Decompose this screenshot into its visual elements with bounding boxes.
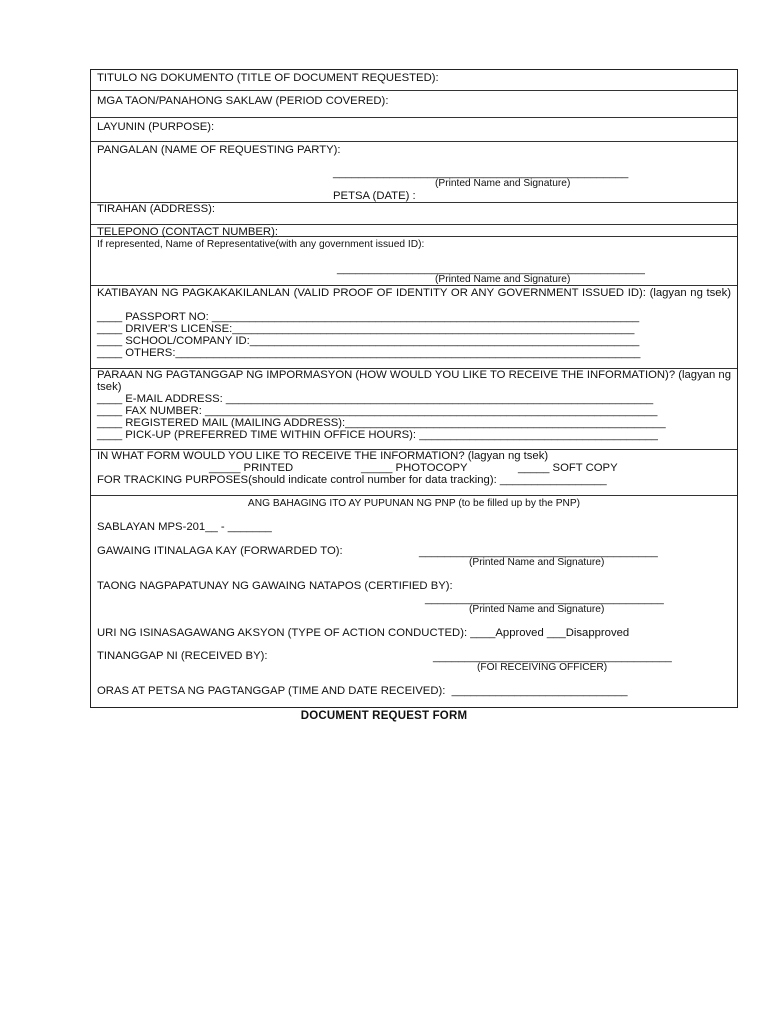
received-signature-line[interactable]: ______________________________________ xyxy=(433,651,672,663)
identity-row xyxy=(91,286,737,369)
requesting-party-field[interactable]: PANGALAN (NAME OF REQUESTING PARTY): xyxy=(97,144,341,156)
purpose-field[interactable]: LAYUNIN (PURPOSE): xyxy=(97,121,215,133)
title-of-document-row xyxy=(91,70,737,91)
received-by-field[interactable]: TINANGGAP NI (RECEIVED BY): xyxy=(97,650,268,662)
photocopy-option[interactable]: _____ PHOTOCOPY xyxy=(361,462,468,474)
time-date-received-field[interactable]: ORAS AT PETSA NG PAGTANGGAP (TIME AND DATE RECEIVED): ____________________________ xyxy=(97,685,628,697)
representative-field[interactable]: If represented, Name of Representative(with any government issued ID): xyxy=(97,239,425,250)
registered-mail-option[interactable]: ____ REGISTERED MAIL (MAILING ADDRESS):___________________________________________________ xyxy=(97,417,666,429)
requesting-party-row xyxy=(91,142,737,203)
address-row xyxy=(91,203,737,225)
form-caption: DOCUMENT REQUEST FORM xyxy=(300,710,468,722)
sablayan-control-number[interactable]: SABLAYAN MPS-201__ - _______ xyxy=(97,521,272,533)
contact-number-field[interactable]: TELEPONO (CONTACT NUMBER): xyxy=(97,226,278,238)
document-request-form xyxy=(90,69,738,708)
period-covered-field[interactable]: MGA TAON/PANAHONG SAKLAW (PERIOD COVERED): xyxy=(97,95,389,107)
representative-signature-caption: (Printed Name and Signature) xyxy=(435,274,571,285)
contact-row xyxy=(91,225,737,237)
pnp-section xyxy=(91,496,737,707)
date-field[interactable]: PETSA (DATE) : xyxy=(333,190,416,202)
soft-copy-option[interactable]: _____ SOFT COPY xyxy=(518,462,618,474)
certified-signature-caption: (Printed Name and Signature) xyxy=(469,604,605,615)
certified-signature-line[interactable]: ______________________________________ xyxy=(425,593,664,605)
action-conducted-field[interactable]: URI NG ISINASAGAWANG AKSYON (TYPE OF ACTION CONDUCTED): ____Approved ___Disapproved xyxy=(97,627,630,639)
address-field[interactable]: TIRAHAN (ADDRESS): xyxy=(97,203,215,215)
representative-signature-line[interactable]: _________________________________________________ xyxy=(337,263,645,275)
forwarded-to-field[interactable]: GAWAING ITINALAGA KAY (FORWARDED TO): xyxy=(97,545,343,557)
school-company-id-option[interactable]: ____ SCHOOL/COMPANY ID:______________________________________________________________ xyxy=(97,335,640,347)
pnp-section-header: ANG BAHAGING ITO AY PUPUNAN NG PNP (to be filled up by the PNP) xyxy=(247,498,581,509)
fax-option[interactable]: ____ FAX NUMBER: ________________________________________________________________________ xyxy=(97,405,658,417)
pick-up-option[interactable]: ____ PICK-UP (PREFERRED TIME WITHIN OFFICE HOURS): ______________________________________ xyxy=(97,429,658,441)
signature-line[interactable]: _______________________________________________ xyxy=(333,167,629,179)
receive-method-row xyxy=(91,369,737,450)
drivers-license-option[interactable]: ____ DRIVER'S LICENSE:________________________________________________________________ xyxy=(97,323,635,335)
forwarded-signature-caption: (Printed Name and Signature) xyxy=(469,557,605,568)
signature-caption: (Printed Name and Signature) xyxy=(435,178,571,189)
passport-option[interactable]: ____ PASSPORT NO: ____________________________________________________________________ xyxy=(97,311,640,323)
certified-by-field[interactable]: TAONG NAGPAPATUNAY NG GAWAING NATAPOS (CERTIFIED BY): xyxy=(97,580,453,592)
email-option[interactable]: ____ E-MAIL ADDRESS: ____________________________________________________________________ xyxy=(97,393,654,405)
printed-option[interactable]: _____ PRINTED xyxy=(209,462,294,474)
tracking-field[interactable]: FOR TRACKING PURPOSES(should indicate control number for data tracking): _________________ xyxy=(97,474,607,486)
purpose-row xyxy=(91,118,737,142)
identity-label: KATIBAYAN NG PAGKAKAKILANLAN (VALID PROOF OF IDENTITY OR ANY GOVERNMENT ISSUED ID): (lagyan ng tsek) xyxy=(97,287,731,299)
received-signature-caption: (FOI RECEIVING OFFICER) xyxy=(477,662,608,673)
period-covered-row xyxy=(91,91,737,118)
form-type-label: IN WHAT FORM WOULD YOU LIKE TO RECEIVE THE INFORMATION? (lagyan ng tsek) xyxy=(97,450,549,462)
representative-row xyxy=(91,237,737,286)
receive-method-label: PARAAN NG PAGTANGGAP NG IMPORMASYON (HOW WOULD YOU LIKE TO RECEIVE THE INFORMATION)? (lagyan ng tsek) xyxy=(97,369,731,393)
forwarded-signature-line[interactable]: ______________________________________ xyxy=(419,546,658,558)
title-of-document-field[interactable]: TITULO NG DOKUMENTO (TITLE OF DOCUMENT REQUESTED): xyxy=(97,72,439,84)
form-type-row xyxy=(91,450,737,496)
others-option[interactable]: ____ OTHERS:__________________________________________________________________________ xyxy=(97,347,641,359)
